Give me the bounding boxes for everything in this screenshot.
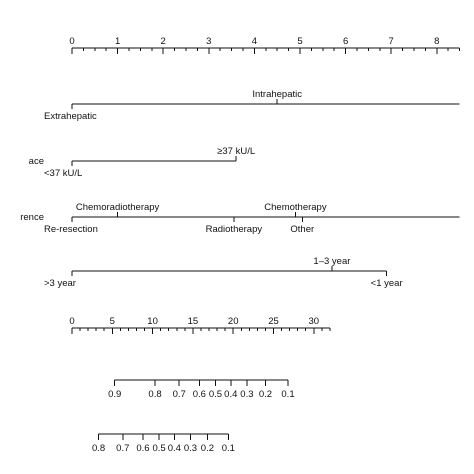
category-label: <1 year xyxy=(370,278,403,289)
category-label: Chemoradiotherapy xyxy=(75,202,160,213)
recurrence-site-scale xyxy=(44,89,460,122)
probability-label: 0.2 xyxy=(258,389,273,400)
category-label: <37 kU/L xyxy=(44,168,83,179)
tick-label: 2 xyxy=(160,36,166,47)
probability-label: 0.5 xyxy=(208,389,223,400)
tick-label: 0 xyxy=(69,316,75,327)
tick-label: 1 xyxy=(114,36,121,47)
category-label: >3 year xyxy=(44,278,76,289)
total-points-axis xyxy=(69,316,330,334)
probability-label: 0.1 xyxy=(221,443,235,454)
row-label: ace xyxy=(28,156,44,167)
category-label: Intrahepatic xyxy=(252,89,303,100)
category-label: Extrahepatic xyxy=(44,111,97,122)
probability-label: 0.6 xyxy=(192,389,206,400)
probability-label: 0.2 xyxy=(200,443,215,454)
tick-label: 4 xyxy=(251,36,258,47)
ca19-9-scale xyxy=(29,146,255,179)
probability-label: 0.3 xyxy=(183,443,198,454)
time-to-recurrence-scale xyxy=(44,256,403,289)
tick-label: 8 xyxy=(434,36,440,47)
probability-scale-2 xyxy=(92,434,235,454)
tick-label: 7 xyxy=(388,36,394,47)
category-label: Radiotherapy xyxy=(205,224,263,235)
tick-label: 30 xyxy=(308,316,320,327)
points-axis xyxy=(69,36,459,54)
category-label: 1–3 year xyxy=(313,256,351,267)
tick-label: 5 xyxy=(109,316,115,327)
category-label: Re-resection xyxy=(44,224,98,235)
tick-label: 0 xyxy=(69,36,75,47)
probability-label: 0.4 xyxy=(224,389,238,400)
category-label: ≥37 kU/L xyxy=(217,146,256,157)
probability-label: 0.8 xyxy=(148,389,162,400)
tick-label: 3 xyxy=(206,36,212,47)
treatment-after-recurrence-scale xyxy=(20,202,459,235)
probability-label: 0.9 xyxy=(108,389,122,400)
tick-label: 5 xyxy=(297,36,303,47)
probability-label: 0.7 xyxy=(116,443,130,454)
probability-label: 0.8 xyxy=(91,443,106,454)
category-label: Other xyxy=(290,224,315,235)
category-label: Chemotherapy xyxy=(264,202,327,213)
row-label: rence xyxy=(20,212,44,223)
tick-label: 6 xyxy=(342,36,349,47)
probability-label: 0.4 xyxy=(167,443,181,454)
probability-label: 0.5 xyxy=(152,443,166,454)
probability-label: 0.7 xyxy=(172,389,186,400)
probability-label: 0.1 xyxy=(281,389,295,400)
tick-label: 20 xyxy=(227,316,239,327)
probability-scale-1 xyxy=(108,380,295,400)
probability-label: 0.3 xyxy=(240,389,254,400)
tick-label: 15 xyxy=(187,316,199,327)
probability-label: 0.6 xyxy=(136,443,150,454)
tick-label: 10 xyxy=(147,316,158,327)
tick-label: 25 xyxy=(268,316,279,327)
